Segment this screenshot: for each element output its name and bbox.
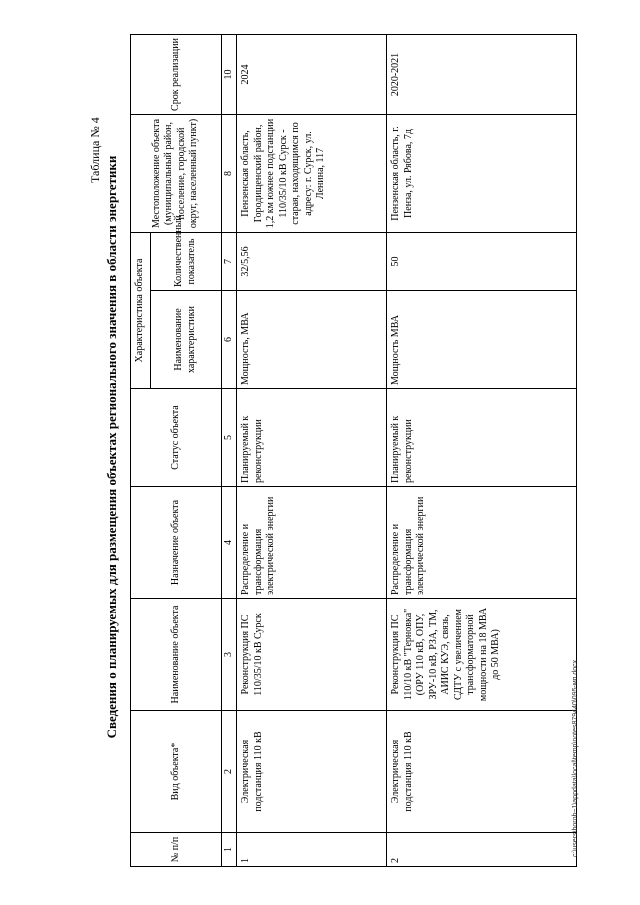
- col-number: 8: [221, 115, 237, 233]
- header-char-name: Наименование характеристики: [150, 291, 221, 389]
- row-type: Электрическая подстанция 110 кВ: [237, 711, 387, 833]
- header-characteristics: Характеристика объекта: [131, 233, 151, 389]
- row-num: 1: [237, 833, 387, 867]
- row-name: Реконструкция ПС 110/10 кВ "Терновка" (ОРУ 110 кВ, ОПУ, ЗРУ-10 кВ, РЗА, ТМ, АИИС КУЭ, связь, СДТУ с увеличением трансформаторной мощности на 18 МВА до 50 МВА): [387, 599, 577, 711]
- header-location: Местоположение объекта (муниципальный район, поселение, городской округ, населенный пункт): [131, 115, 222, 233]
- table-title: Сведения о планируемых для размещения объектах регионального значения в области энергетики: [104, 155, 119, 739]
- col-number: 10: [221, 35, 237, 115]
- col-number: 5: [221, 389, 237, 487]
- table-number: Таблица № 4: [88, 117, 102, 183]
- row-location: Пензенская область, Городищенский район, 1,2 км южнее подстанции 110/35/10 кВ Сурск - старая, находящимся по адресу: г. Сурск, ул. Ленина, 117: [237, 115, 387, 233]
- row-char-name: Мощность, МВА: [237, 291, 387, 389]
- row-type: Электрическая подстанция 110 кВ: [387, 711, 577, 833]
- header-type: Вид объекта*: [131, 711, 222, 833]
- header-char-value: Количественный показатель: [150, 233, 221, 291]
- header-name: Наименование объекта: [131, 599, 222, 711]
- col-number: 6: [221, 291, 237, 389]
- row-location: Пензенская область, г. Пенза, ул. Рябова, 7д: [387, 115, 577, 233]
- header-purpose: Назначение объекта: [131, 487, 222, 599]
- row-status: Планируемый к реконструкции: [237, 389, 387, 487]
- header-num: № п/п: [131, 833, 222, 867]
- header-term: Срок реализации: [131, 35, 222, 115]
- row-num: 2: [387, 833, 577, 867]
- col-number: 2: [221, 711, 237, 833]
- header-status: Статус объекта: [131, 389, 222, 487]
- energy-objects-table: [130, 34, 577, 867]
- col-number: 7: [221, 233, 237, 291]
- row-char-name: Мощность МВА: [387, 291, 577, 389]
- row-char-value: 32/5,56: [237, 233, 387, 291]
- row-char-value: 50: [387, 233, 577, 291]
- col-number: 4: [221, 487, 237, 599]
- row-purpose: Распределение и трансформация электрической энергии: [387, 487, 577, 599]
- col-number: 1: [221, 833, 237, 867]
- row-term: 2024: [237, 35, 387, 115]
- col-number: 3: [221, 599, 237, 711]
- column-numbers-row: [221, 35, 237, 867]
- row-status: Планируемый к реконструкции: [387, 389, 577, 487]
- file-path-footer: c:\users\borob~1\appdata\local\temp\notes879440\095-мп.docx: [572, 659, 579, 857]
- row-term: 2020-2021: [387, 35, 577, 115]
- table-row: [387, 35, 577, 867]
- table-row: [237, 35, 387, 867]
- row-purpose: Распределение и трансформация электрической энергии: [237, 487, 387, 599]
- row-name: Реконструкция ПС 110/35/10 кВ Сурск: [237, 599, 387, 711]
